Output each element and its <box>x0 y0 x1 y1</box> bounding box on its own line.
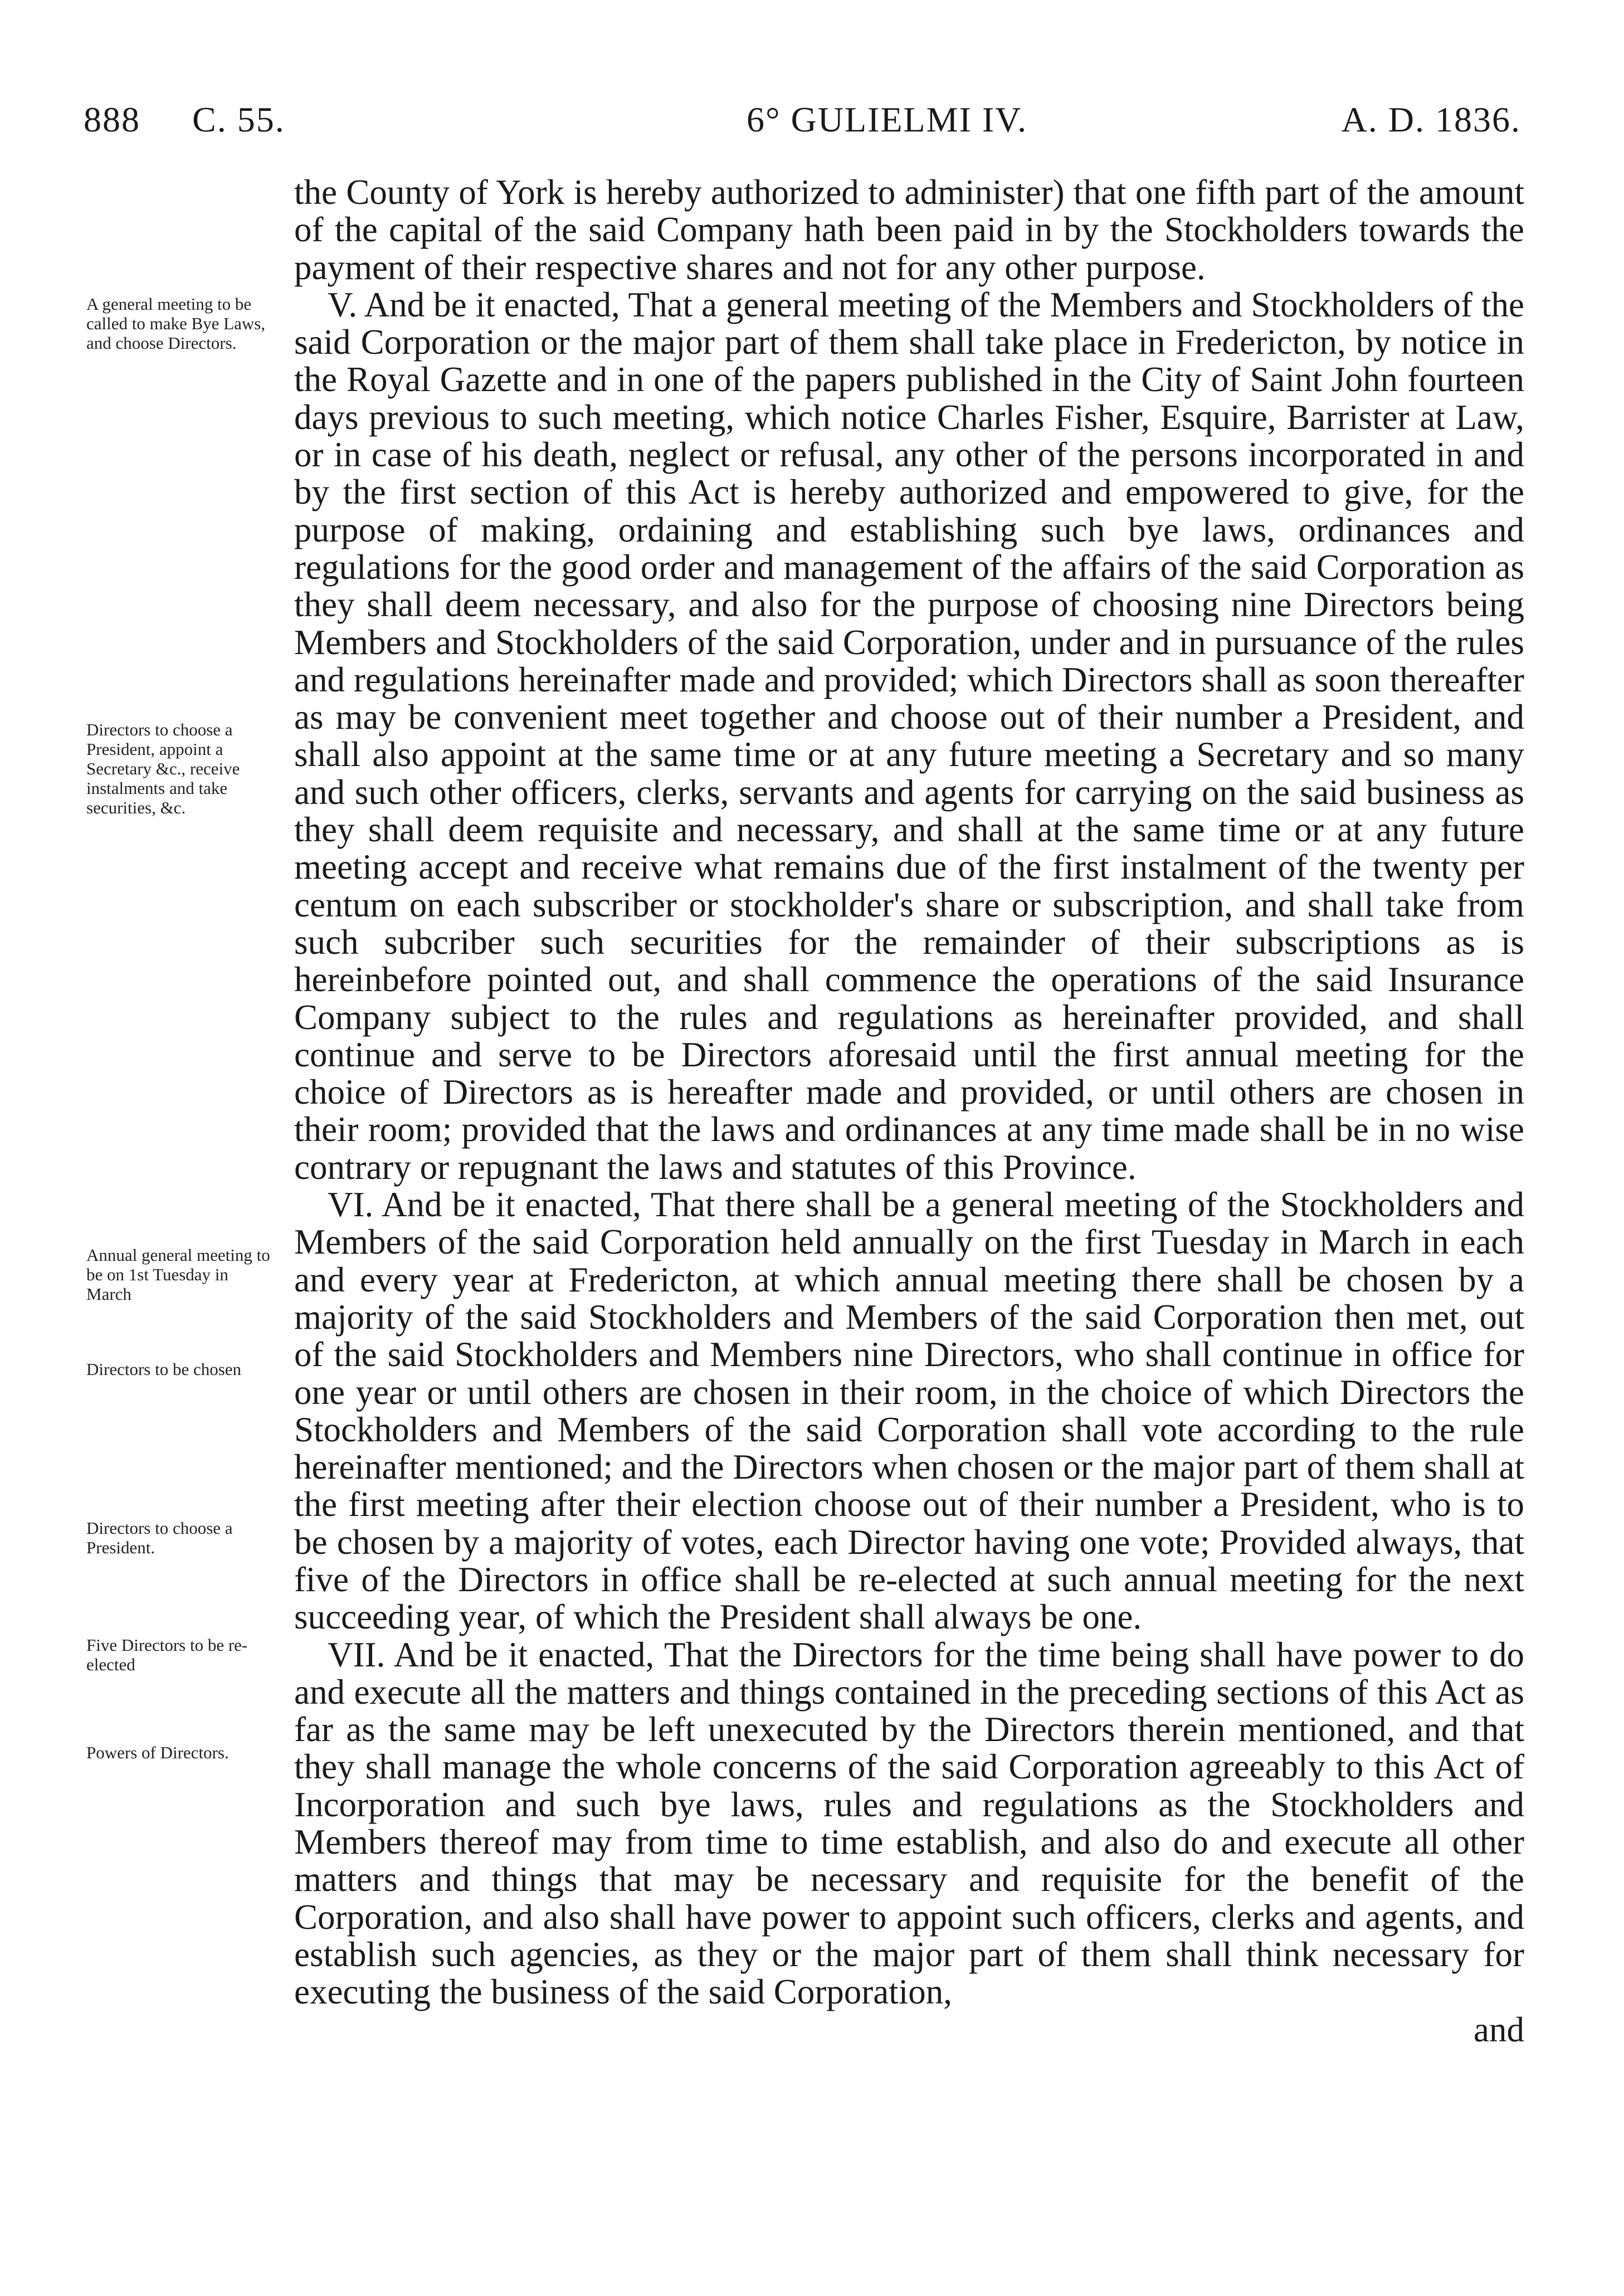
sidenote-annual-meeting: Annual general meeting to be on 1st Tuesday in March <box>86 1245 270 1304</box>
sidenote-directors-president: Directors to choose a President, appoint a Secretary &c., receive instalments and take securities, &c. <box>86 720 240 817</box>
catchword: and <box>1474 2010 1524 2049</box>
section-vii: VII. And be it enacted, That the Directors for the time being shall have power to do and execute all the matters and things contained in the preceding sections of this Act as far as the same may be left unexecuted by the Directors therein mentioned, and that they shall manage the whole concerns of the said Corporation agreeably to this Act of Incorporation and such bye laws, rules and regulations as the Stockholders and Members thereof may from time to time establish, and also do and execute all other matters and things that may be necessary and requisite for the benefit of the Corporation, and also shall have power to appoint such officers, clerks and agents, and establish such agencies, as they or the major part of them shall think necessary for executing the business of the said Corporation, <box>294 1635 1524 2012</box>
chapter-number: C. 55. <box>192 100 285 139</box>
year-label: A. D. 1836. <box>1341 100 1521 139</box>
section-vi: VI. And be it enacted, That there shall be a general meeting of the Stockholders and Members of the said Corporation held annually on the first Tuesday in March in each and every year at Fredericton, at which annual meeting there shall be chosen by a majority of the said Stockholders and Members of the said Corporation then met, out of the said Stockholders and Members nine Directors, who shall continue in office for one year or until others are chosen in their room, in the choice of which Directors the Stockholders and Members of the said Corporation shall vote according to the rule hereinafter mentioned; and the Directors when chosen or the major part of them shall at the first meeting after their election choose out of their number a President, who is to be chosen by a majority of votes, each Director having one vote; Provided always, that five of the Directors in office shall be re-elected at such annual meeting for the next succeeding year, of which the President shall always be one. <box>294 1185 1524 1637</box>
paragraph-continuation: the County of York is hereby authorized to administer) that one fifth part of the amount of the capital of the said Company hath been paid in by the Stockholders towards the payment of their respective shares and not for any other purpose. <box>294 173 1524 287</box>
sidenote-powers: Powers of Directors. <box>86 1743 229 1762</box>
sidenote-five-directors: Five Directors to be re-elected <box>86 1635 248 1674</box>
body-text <box>294 174 1524 2049</box>
running-header <box>84 99 1521 149</box>
section-v: V. And be it enacted, That a general meeting of the Members and Stockholders of the said Corporation or the major part of them shall take place in Fredericton, by notice in the Royal Gazette and in one of the papers published in the City of Saint John fourteen days previous to such meeting, which notice Charles Fisher, Esquire, Barrister at Law, or in case of his death, neglect or refusal, any other of the persons incorporated in and by the first section of this Act is hereby authorized and empowered to give, for the purpose of making, ordaining and establishing such bye laws, ordinances and regulations for the good order and management of the affairs of the said Corporation as they shall deem necessary, and also for the purpose of choosing nine Directors being Members and Stockholders of the said Corporation, under and in pursuance of the rules and regulations hereinafter made and provided; which Directors shall as soon thereafter as may be convenient meet together and choose out of their number a President, and shall also appoint at the same time or at any future meeting a Secretary and so many and such other officers, clerks, servants and agents for carrying on the said business as they shall deem requisite and necessary, and shall at the same time or at any future meeting accept and receive what remains due of the first instalment of the twenty per centum on each subscriber or stockholder's share or subscription, and shall take from such subcriber such securities for the remainder of their subscriptions as is hereinbefore pointed out, and shall commence the operations of the said Insurance Company subject to the rules and regulations as hereinafter provided, and shall continue and serve to be Directors aforesaid until the first annual meeting for the choice of Directors as is hereafter made and provided, or until others are chosen in their room; provided that the laws and ordinances at any time made shall be in no wise contrary or repugnant the laws and statutes of this Province. <box>294 285 1524 1187</box>
regnal-title: 6° GULIELMI IV. <box>747 100 1028 139</box>
sidenote-choose-president: Directors to choose a President. <box>86 1518 233 1557</box>
sidenote-general-meeting: A general meeting to be called to make Bye Laws, and choose Directors. <box>86 294 266 353</box>
page-number: 888 <box>84 100 140 139</box>
sidenote-directors-chosen: Directors to be chosen <box>86 1359 242 1379</box>
